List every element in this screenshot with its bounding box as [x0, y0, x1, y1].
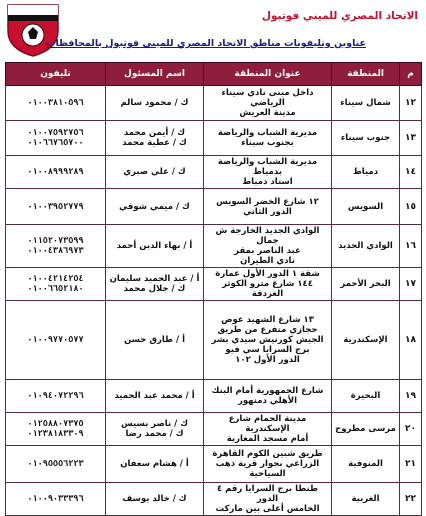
- official-name: أ / بهاء الدين أحمد: [106, 225, 204, 268]
- region-name: المنوفية: [332, 446, 400, 483]
- phone-number: ٠١٢٥٨٨٠٧٣٧٥ ٠١٢٣٨١٨٣٣٠٩: [6, 413, 106, 446]
- row-number: ١٨: [400, 301, 422, 380]
- regions-table: [5, 62, 422, 516]
- official-name: أ / عبد الحميد سليمان ك / جلال محمد: [106, 268, 204, 301]
- phone-number: ٠١٠٠٩٠٣٣٣٩٦: [6, 483, 106, 516]
- table-row: [6, 446, 422, 483]
- phone-number: ٠١٠٠٩٧٧٠٥٧٧: [6, 301, 106, 380]
- table-row: [6, 301, 422, 380]
- region-name: الوادي الجديد: [332, 225, 400, 268]
- region-name: دمياط: [332, 156, 400, 189]
- region-address: مديرية الشباب والرياضة بدمياط استاد دمياط: [204, 156, 332, 189]
- phone-number: ٠١٠٠٨٩٩٩٢٨٩: [6, 156, 106, 189]
- table-row: [6, 268, 422, 301]
- official-name: ك / ناصر بسيس ك / محمد رضا: [106, 413, 204, 446]
- table-row: [6, 121, 422, 156]
- region-address: ١٣ شارع الشهيد عوض حجازي متفرع من طريق الجيش كورنيش سيدي بشر برج السرايا سي فيو الدور الأول ١٠٢: [204, 301, 332, 380]
- column-header-region: المنطقة: [332, 63, 400, 86]
- page-title: عناوين وتليفونات مناطق الاتحاد المصري للميني فوتبول بالمحافظات: [45, 38, 366, 49]
- row-number: ١٣: [400, 121, 422, 156]
- table-row: [6, 413, 422, 446]
- region-address: طريق شبين الكوم القاهرة الزراعي بجوار قرية ذهب السياحية: [204, 446, 332, 483]
- table-row: [6, 189, 422, 225]
- region-address: الوادي الجديد الخارجة ش جمال عبد الناصر بمقر نادي الطيران: [204, 225, 332, 268]
- official-name: أ / طارق حسن: [106, 301, 204, 380]
- region-address: ١٢ شارع الخضر السويس الدور الثاني: [204, 189, 332, 225]
- column-header-phone: تليفون: [6, 63, 106, 86]
- region-name: الغربية: [332, 483, 400, 516]
- official-name: أ / هشام سعفان: [106, 446, 204, 483]
- region-name: جنوب سيناء: [332, 121, 400, 156]
- region-address: داخل مبنى نادي سيناء الرياضي مدينة العريش: [204, 86, 332, 121]
- official-name: ك / خالد يوسف: [106, 483, 204, 516]
- table-row: [6, 156, 422, 189]
- table-row: [6, 225, 422, 268]
- table-row: [6, 380, 422, 413]
- column-header-address: عنوان المنطقة: [204, 63, 332, 86]
- table-row: [6, 483, 422, 516]
- row-number: ١٤: [400, 156, 422, 189]
- phone-number: ٠١٠٠٣٨١٠٥٩٦: [6, 86, 106, 121]
- row-number: ١٥: [400, 189, 422, 225]
- region-name: البحيرة: [332, 380, 400, 413]
- page-header: [0, 0, 426, 62]
- phone-number: ٠١١٥٢٠٧٣٥٩٩ ٠١٠٠٤٣٨٦٩٧٣: [6, 225, 106, 268]
- official-name: ك / علي صبري: [106, 156, 204, 189]
- row-number: ١٦: [400, 225, 422, 268]
- column-header-number: م: [400, 63, 422, 86]
- row-number: ١٩: [400, 380, 422, 413]
- region-address: طنطا برج السرايا رقم ٤ الدور الخامس أعلى بين ماركت: [204, 483, 332, 516]
- phone-number: ٠١٠٠٧٥٩٢٧٥٦ ٠١٠٦٦٧٦٥٧٠٠: [6, 121, 106, 156]
- region-address: مدينة الحمام شارع الإسكندرية أمام مسجد المغاربة: [204, 413, 332, 446]
- region-address: شقة ١ الدور الأول عمارة ١٤٤ شارع مترو الكوثر الغردقة: [204, 268, 332, 301]
- official-name: أ / محمد عبد الحميد: [106, 380, 204, 413]
- official-name: ك / محمود سالم: [106, 86, 204, 121]
- phone-number: ٠١٠٠٤٢١٤٢٥٤ ٠١٠٠٦٦٥٢١٨٠: [6, 268, 106, 301]
- region-name: الإسكندرية: [332, 301, 400, 380]
- region-name: البحر الأحمر: [332, 268, 400, 301]
- row-number: ٢٠: [400, 413, 422, 446]
- region-name: مرسى مطروح: [332, 413, 400, 446]
- brand-title: الاتحاد المصري للميني فوتبول: [261, 10, 418, 22]
- table-row: [6, 86, 422, 121]
- row-number: ٢١: [400, 446, 422, 483]
- column-header-official: اسم المسئول: [106, 63, 204, 86]
- row-number: ١٢: [400, 86, 422, 121]
- phone-number: ٠١٠٩٤٠٧٢٢٩٦: [6, 380, 106, 413]
- region-address: مديرية الشباب والرياضة بجنوب سيناء: [204, 121, 332, 156]
- phone-number: ٠١٠٠٣٩٥٢٧٧٩: [6, 189, 106, 225]
- table-header-row: [6, 63, 422, 86]
- region-name: السويس: [332, 189, 400, 225]
- phone-number: ٠١٠٩٥٥٥٦٢٢٣: [6, 446, 106, 483]
- region-name: شمال سيناء: [332, 86, 400, 121]
- region-address: شارع الجمهورية أمام البنك الأهلي دمنهور: [204, 380, 332, 413]
- official-name: ك / ميمي شوقي: [106, 189, 204, 225]
- row-number: ١٧: [400, 268, 422, 301]
- official-name: ك / أيمن محمد ك / عطية محمد: [106, 121, 204, 156]
- row-number: ٢٢: [400, 483, 422, 516]
